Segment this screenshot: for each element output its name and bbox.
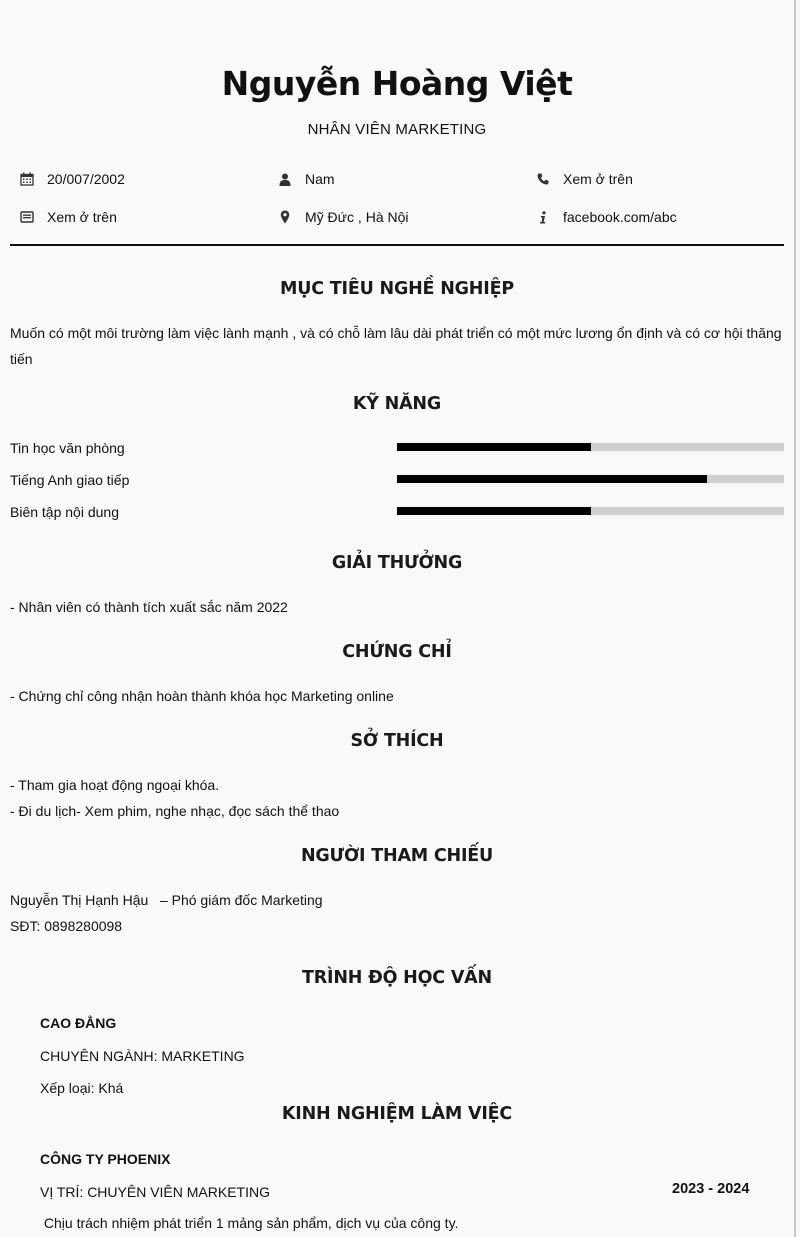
info-website — [534, 209, 677, 225]
gender-value: Nam — [305, 171, 335, 187]
header-divider — [10, 244, 784, 246]
calendar-icon — [18, 172, 36, 186]
education-rank: Xếp loại: Khá — [40, 1080, 124, 1096]
phone-value: Xem ở trên — [563, 171, 633, 187]
phone-icon — [534, 172, 552, 186]
experience-position: VỊ TRÍ: CHUYÊN VIÊN MARKETING — [40, 1184, 270, 1200]
info-gender — [276, 171, 335, 187]
info-address — [276, 209, 409, 225]
page-edge-divider — [794, 0, 796, 1237]
user-icon — [276, 172, 294, 186]
skill-bar-fill — [397, 443, 591, 451]
website-value: facebook.com/abc — [563, 209, 677, 225]
info-birthday — [18, 171, 125, 187]
education-school: CAO ĐẲNG — [40, 1015, 117, 1031]
email-value: Xem ở trên — [47, 209, 117, 225]
skill-bar-fill — [397, 475, 707, 483]
awards-text: - Nhân viên có thành tích xuất sắc năm 2022 — [10, 599, 288, 615]
objective-text-line-2: tiến — [10, 351, 33, 367]
skill-label-editing: Biên tập nội dung — [10, 504, 119, 520]
skill-label-english: Tiếng Anh giao tiếp — [10, 472, 130, 488]
map-marker-icon — [276, 210, 294, 224]
certificates-text: - Chứng chỉ công nhận hoàn thành khóa học Marketing online — [10, 688, 394, 704]
experience-period: 2023 - 2024 — [672, 1181, 750, 1197]
candidate-name: Nguyễn Hoàng Việt — [221, 64, 573, 103]
info-phone — [534, 171, 633, 187]
skill-bar-english — [397, 475, 784, 483]
birthday-value: 20/007/2002 — [47, 171, 125, 187]
skill-bar-fill — [397, 507, 591, 515]
education-heading: TRÌNH ĐỘ HỌC VẤN — [302, 968, 492, 988]
experience-heading: KINH NGHIỆM LÀM VIỆC — [281, 1104, 513, 1124]
info-email — [18, 209, 117, 225]
experience-description: Chịu trách nhiệm phát triển 1 mảng sản phẩm, dịch vụ của công ty. — [40, 1215, 459, 1231]
info-icon — [534, 210, 552, 224]
objective-heading: MỤC TIÊU NGHỀ NGHIỆP — [280, 279, 514, 299]
awards-heading: GIẢI THƯỞNG — [331, 553, 463, 573]
objective-text-line-1: Muốn có một môi trường làm việc lành mạnh , và có chỗ làm lâu dài phát triển có một mức lương ổn định và có cơ hội thăng — [10, 325, 782, 341]
hobbies-text-line-2: - Đi du lịch- Xem phim, nghe nhạc, đọc sách thể thao — [10, 803, 340, 819]
skills-heading: KỸ NĂNG — [352, 394, 442, 414]
certificates-heading: CHỨNG CHỈ — [342, 642, 452, 662]
hobbies-heading: SỞ THÍCH — [350, 731, 444, 751]
education-major: CHUYÊN NGÀNH: MARKETING — [40, 1048, 245, 1064]
skill-bar-office — [397, 443, 784, 451]
envelope-icon — [18, 210, 36, 224]
references-heading: NGƯỜI THAM CHIẾU — [300, 846, 494, 866]
experience-company: CÔNG TY PHOENIX — [40, 1151, 171, 1167]
job-title: NHÂN VIÊN MARKETING — [307, 121, 487, 138]
skill-bar-editing — [397, 507, 784, 515]
reference-person: Nguyễn Thị Hạnh Hậu – Phó giám đốc Marketing — [10, 892, 323, 908]
skill-label-office: Tin học văn phòng — [10, 440, 125, 456]
address-value: Mỹ Đức , Hà Nội — [305, 209, 409, 225]
hobbies-text-line-1: - Tham gia hoạt động ngoại khóa. — [10, 777, 220, 793]
reference-phone: SĐT: 0898280098 — [10, 918, 123, 934]
